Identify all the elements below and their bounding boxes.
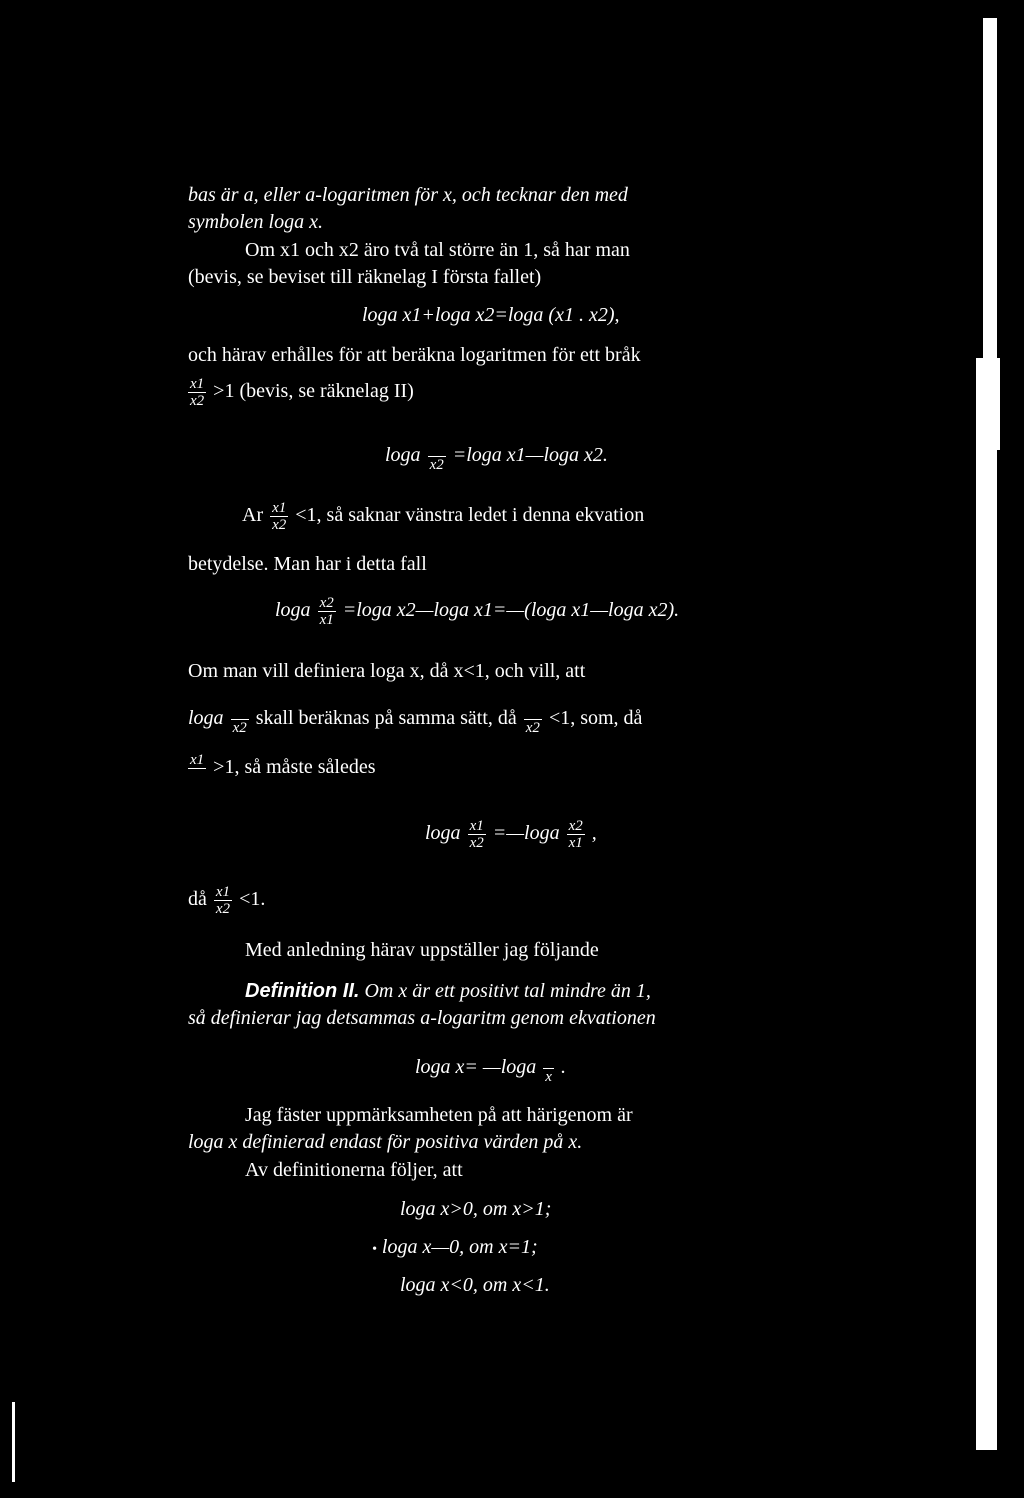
text-line-15: loga x definierad endast för positiva värden på x.	[188, 1131, 583, 1153]
right-edge-bar-top	[983, 18, 997, 374]
fraction: x2	[232, 720, 247, 736]
text-line-12: då $\frac{x1}{x2}$ <1.	[188, 884, 266, 917]
text-line-11: x1 >1, så måste således	[186, 752, 376, 785]
right-edge-bar-lower	[976, 450, 997, 1450]
equation-7: • loga x—0, om x=1;	[372, 1236, 538, 1258]
fraction: $\frac{x1}{x2}$	[215, 884, 231, 917]
equation-5: loga x= —loga x .	[415, 1052, 566, 1085]
text-line-4: (bevis, se beviset till räknelag I första fallet)	[188, 266, 542, 288]
definition-line-2: så definierar jag detsammas a-logaritm genom ekvationen	[188, 1007, 656, 1029]
text-line-14: Jag fäster uppmärksamheten på att härigenom är	[245, 1104, 633, 1126]
equation-2: loga x2 =loga x1—loga x2.	[385, 440, 608, 473]
equation-4: loga $\frac{x1}{x2}$ =—loga $\frac{x2}{x1}$ ,	[425, 818, 597, 851]
text-line-13: Med anledning härav uppställer jag följande	[245, 939, 599, 961]
text-line-5: och härav erhålles för att beräkna logaritmen för ett bråk	[188, 344, 641, 366]
equation-3: loga $\frac{x2}{x1}$ =loga x2—loga x1=—(loga x1—loga x2).	[275, 595, 680, 628]
fraction: $\frac{x1}{x2}$	[272, 500, 287, 533]
equation-6: loga x>0, om x>1;	[400, 1198, 552, 1220]
left-edge-mark	[12, 1402, 15, 1482]
fraction: x1	[188, 752, 206, 785]
text-line-9: Om man vill definiera loga x, då x<1, och vill, att	[188, 660, 586, 682]
text-line-2: symbolen loga x.	[188, 211, 323, 233]
fraction: x2	[429, 457, 444, 473]
right-edge-bar-bottom	[976, 358, 1000, 450]
fraction: $\frac{x1}{x2}$	[190, 376, 205, 409]
equation-1: loga x1+loga x2=loga (x1 . x2),	[362, 304, 620, 326]
equation-8: loga x<0, om x<1.	[400, 1274, 550, 1296]
text-line-8: betydelse. Man har i detta fall	[188, 553, 427, 575]
definition-line-1: Definition II. Om x är ett positivt tal mindre än 1,	[245, 980, 651, 1002]
text-line-6: $\frac{x1}{x2}$ >1 (bevis, se räknelag II)	[190, 376, 414, 409]
fraction: $\frac{x1}{x2}$	[469, 818, 484, 851]
definition-label: Definition II.	[245, 980, 360, 1002]
fraction: $\frac{x2}{x1}$	[319, 595, 334, 628]
text-line-16: Av definitionerna följer, att	[245, 1159, 463, 1181]
text-line-7: Ar $\frac{x1}{x2}$ <1, så saknar vänstra ledet i denna ekvation	[242, 500, 645, 533]
text-line-10: loga x2 skall beräknas på samma sätt, då x2 <1, som, då	[188, 703, 642, 736]
text-line-1: bas är a, eller a-logaritmen för x, och tecknar den med	[188, 184, 628, 206]
fraction: x	[545, 1069, 552, 1085]
fraction: $\frac{x2}{x1}$	[568, 818, 583, 851]
text-line-3: Om x1 och x2 äro två tal större än 1, så har man	[245, 239, 630, 261]
fraction: x2	[525, 720, 540, 736]
